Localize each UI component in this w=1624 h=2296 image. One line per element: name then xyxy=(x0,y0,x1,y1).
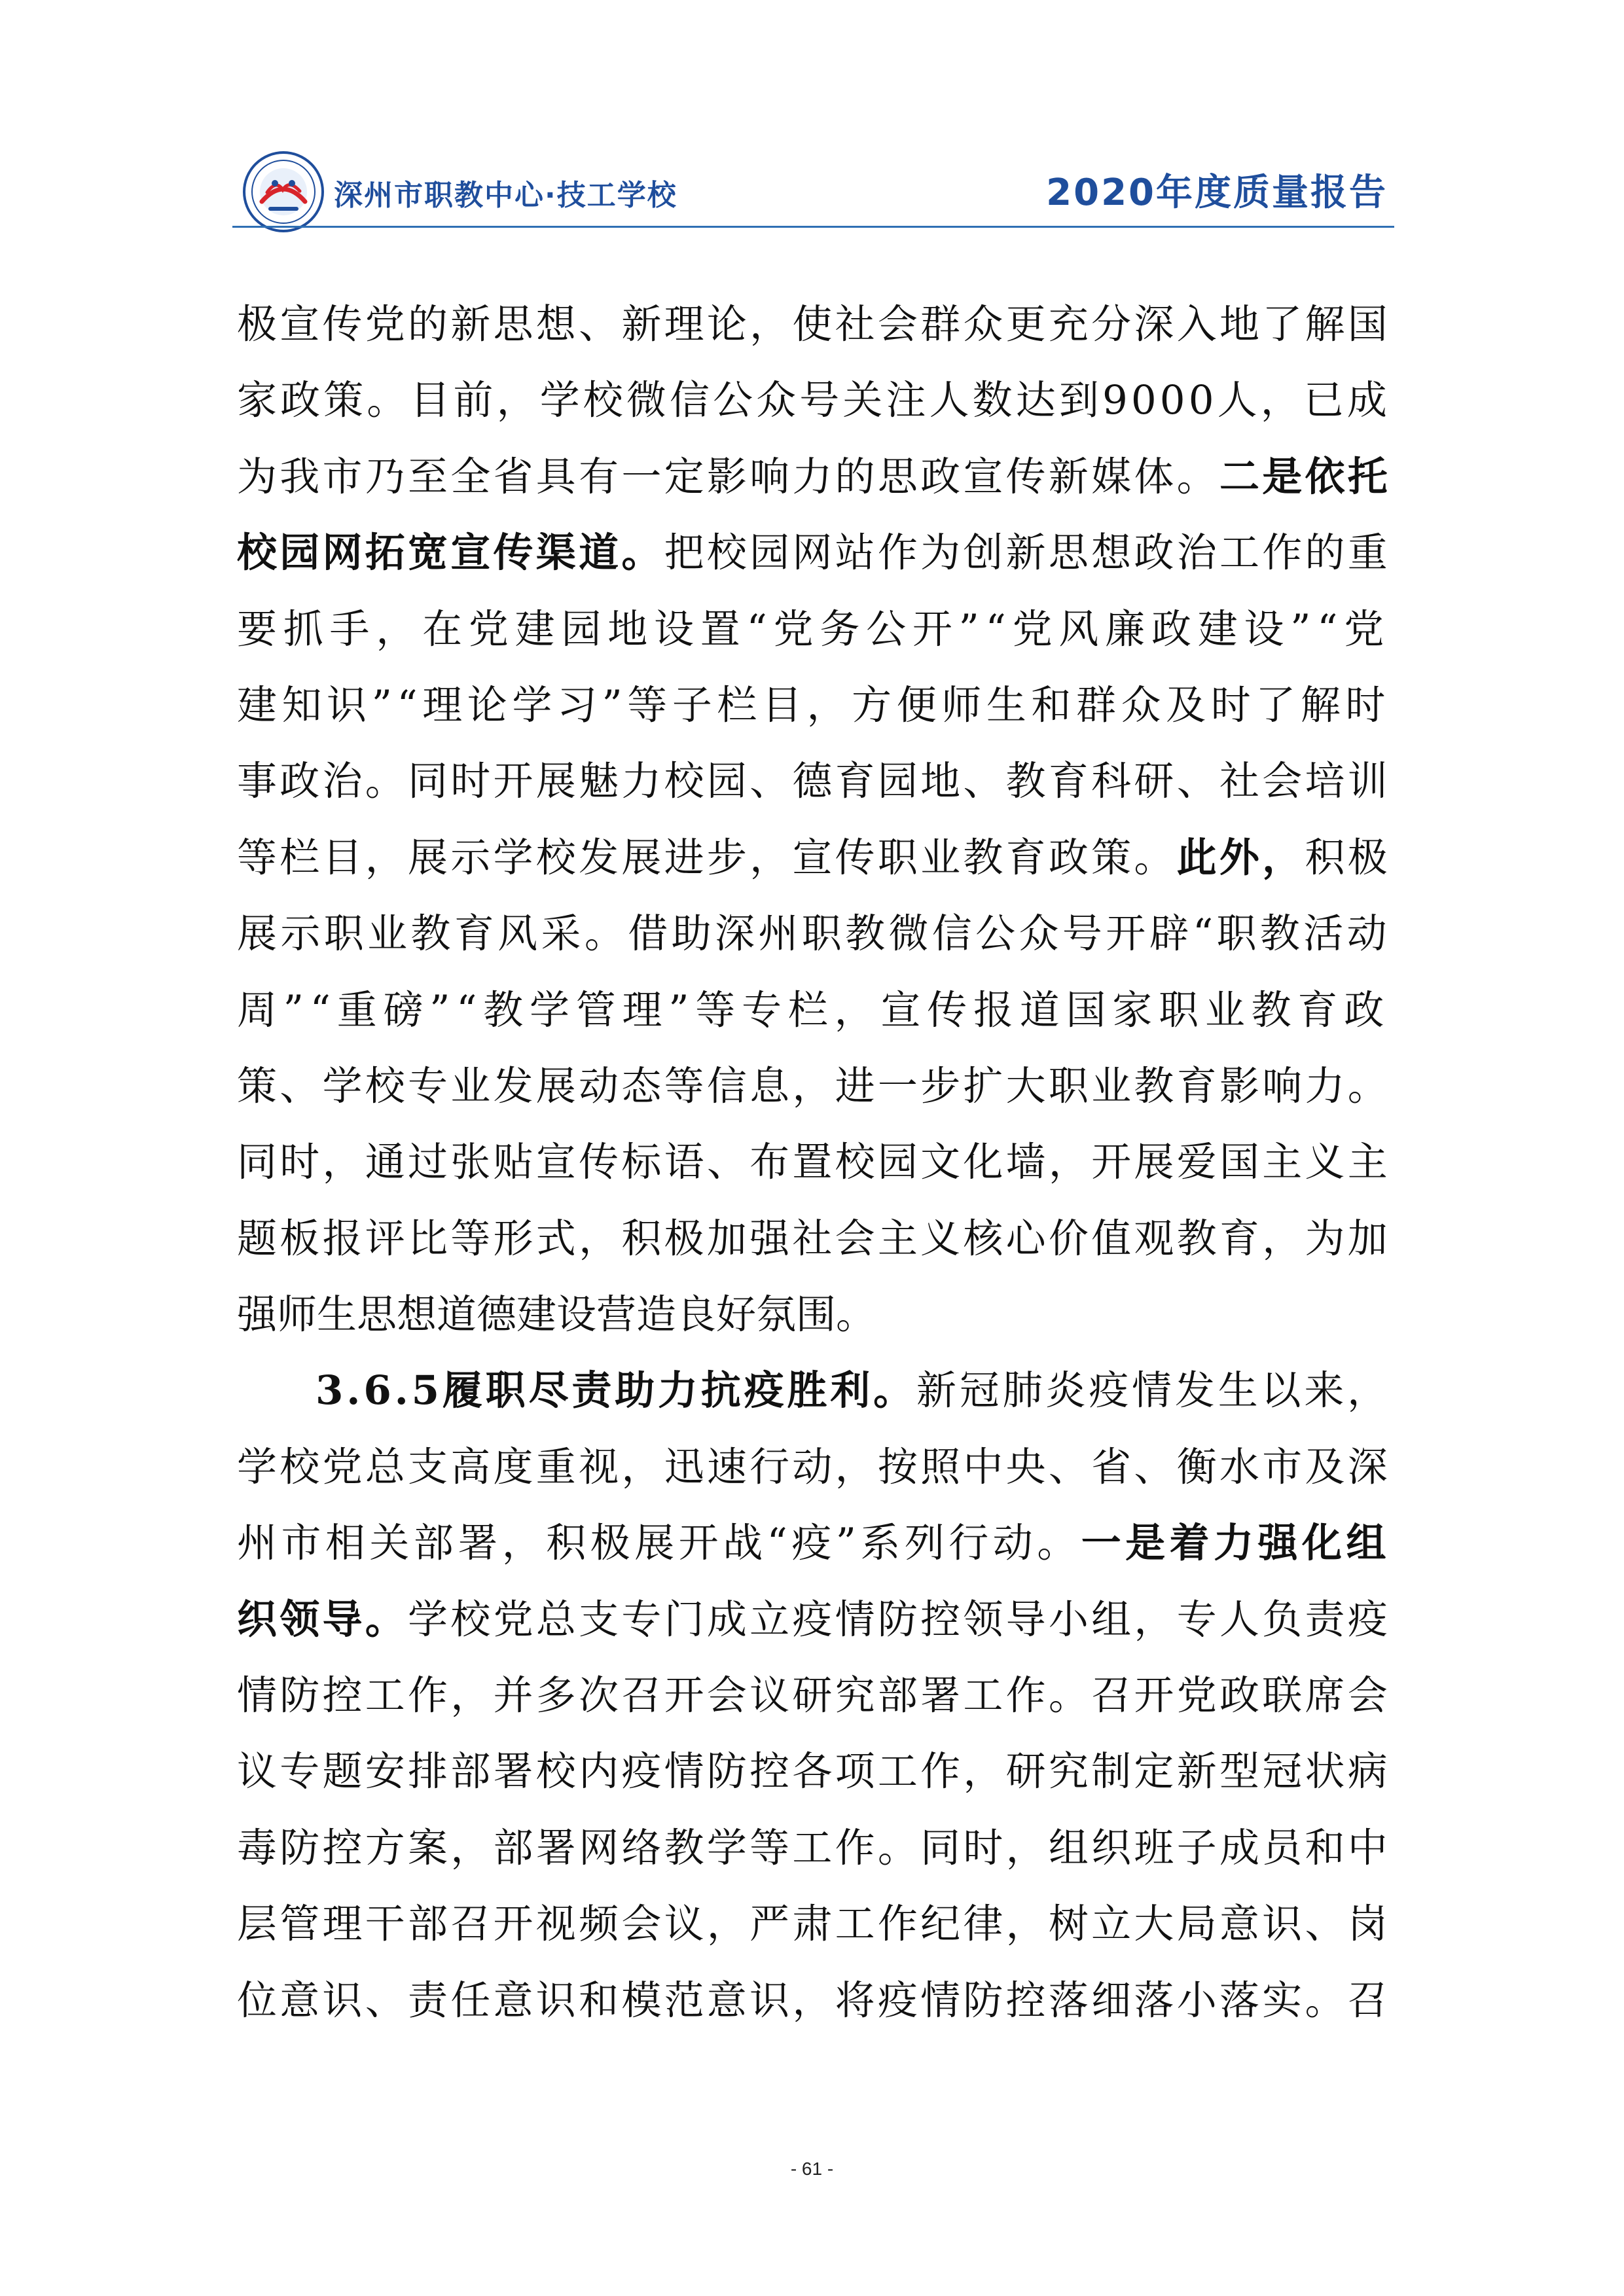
text-run: 积极 xyxy=(1305,834,1390,881)
text-line xyxy=(237,744,1390,819)
header-divider xyxy=(232,226,1394,228)
text-run: 家政策。目前，学校微信公众号关注人数达到9000人，已成 xyxy=(237,377,1390,424)
text-run: 学校党总支专门成立疫情防控领导小组，专人负责疫 xyxy=(408,1596,1390,1643)
text-run: 建知识”“理论学习”等子栏目，方便师生和群众及时了解时 xyxy=(237,681,1390,728)
text-run: 同时，通过张贴宣传标语、布置校园文化墙，开展爱国主义主 xyxy=(237,1139,1390,1186)
page-number: - 61 - xyxy=(790,2159,834,2179)
text-run: 事政治。同时开展魅力校园、德育园地、教育科研、社会培训 xyxy=(237,758,1390,805)
text-line xyxy=(237,1049,1390,1124)
text-line xyxy=(237,363,1390,439)
text-run: 把校园网站作为创新思想政治工作的重 xyxy=(664,529,1390,577)
text-run: 位意识、责任意识和模范意识，将疫情防控落细落小落实。召 xyxy=(237,1977,1390,2024)
text-run: 强师生思想道德建设营造良好氛围。 xyxy=(237,1291,876,1338)
text-line xyxy=(237,820,1390,896)
text-line xyxy=(237,1353,1390,1429)
text-run: 州市相关部署，积极展开战“疫”系列行动。 xyxy=(237,1520,1081,1567)
text-run: 极宣传党的新思想、新理论，使社会群众更充分深入地了解国 xyxy=(237,301,1390,348)
text-line xyxy=(237,1277,1390,1353)
bold-text-run: 一是着力强化组 xyxy=(1081,1520,1390,1567)
bold-text-run: 3.6.5履职尽责助力抗疫胜利。 xyxy=(316,1367,916,1414)
school-name: 深州市职教中心·技工学校 xyxy=(334,179,677,212)
text-run: 展示职业教育风采。借助深州职教微信公众号开辟“职教活动 xyxy=(237,910,1390,958)
body-text xyxy=(237,287,1390,2039)
text-line xyxy=(237,1658,1390,1734)
bold-text-run: 织领导。 xyxy=(237,1596,408,1643)
text-line xyxy=(237,1810,1390,1886)
text-run: 新冠肺炎疫情发生以来， xyxy=(916,1367,1390,1414)
school-logo-icon xyxy=(242,151,325,233)
text-run: 为我市乃至全省具有一定影响力的思政宣传新媒体。 xyxy=(237,453,1219,500)
text-line xyxy=(237,896,1390,972)
text-run: 要抓手，在党建园地设置“党务公开”“党风廉政建设”“党 xyxy=(237,605,1390,653)
text-line xyxy=(237,439,1390,515)
text-line xyxy=(237,1734,1390,1810)
text-line xyxy=(237,1886,1390,1962)
text-line xyxy=(237,592,1390,668)
bold-text-run: 校园网拓宽宣传渠道。 xyxy=(237,529,664,577)
bold-text-run: 此外， xyxy=(1176,834,1305,881)
page-header xyxy=(236,145,1394,228)
text-run: 情防控工作，并多次召开会议研究部署工作。召开党政联席会 xyxy=(237,1672,1390,1719)
text-line xyxy=(237,1505,1390,1581)
text-run: 学校党总支高度重视，迅速行动，按照中央、省、衡水市及深 xyxy=(237,1443,1390,1490)
text-line xyxy=(237,1582,1390,1658)
text-line xyxy=(237,1429,1390,1505)
text-run: 层管理干部召开视频会议，严肃工作纪律，树立大局意识、岗 xyxy=(237,1901,1390,1948)
text-run: 策、学校专业发展动态等信息，进一步扩大职业教育影响力。 xyxy=(237,1062,1390,1109)
text-line xyxy=(237,1201,1390,1277)
text-run: 题板报评比等形式，积极加强社会主义核心价值观教育，为加 xyxy=(237,1215,1390,1262)
bold-text-run: 二是依托 xyxy=(1219,453,1390,500)
text-run: 议专题安排部署校内疫情防控各项工作，研究制定新型冠状病 xyxy=(237,1748,1390,1795)
text-run: 毒防控方案，部署网络教学等工作。同时，组织班子成员和中 xyxy=(237,1824,1390,1871)
text-run: 周”“重磅”“教学管理”等专栏，宣传报道国家职业教育政 xyxy=(237,986,1390,1033)
text-line xyxy=(237,287,1390,363)
text-line xyxy=(237,668,1390,744)
text-line xyxy=(237,973,1390,1049)
text-run: 等栏目，展示学校发展进步，宣传职业教育政策。 xyxy=(237,834,1177,881)
text-line xyxy=(237,1963,1390,2039)
report-title: 2020年度质量报告 xyxy=(1046,171,1388,214)
text-line xyxy=(237,515,1390,591)
text-line xyxy=(237,1124,1390,1200)
